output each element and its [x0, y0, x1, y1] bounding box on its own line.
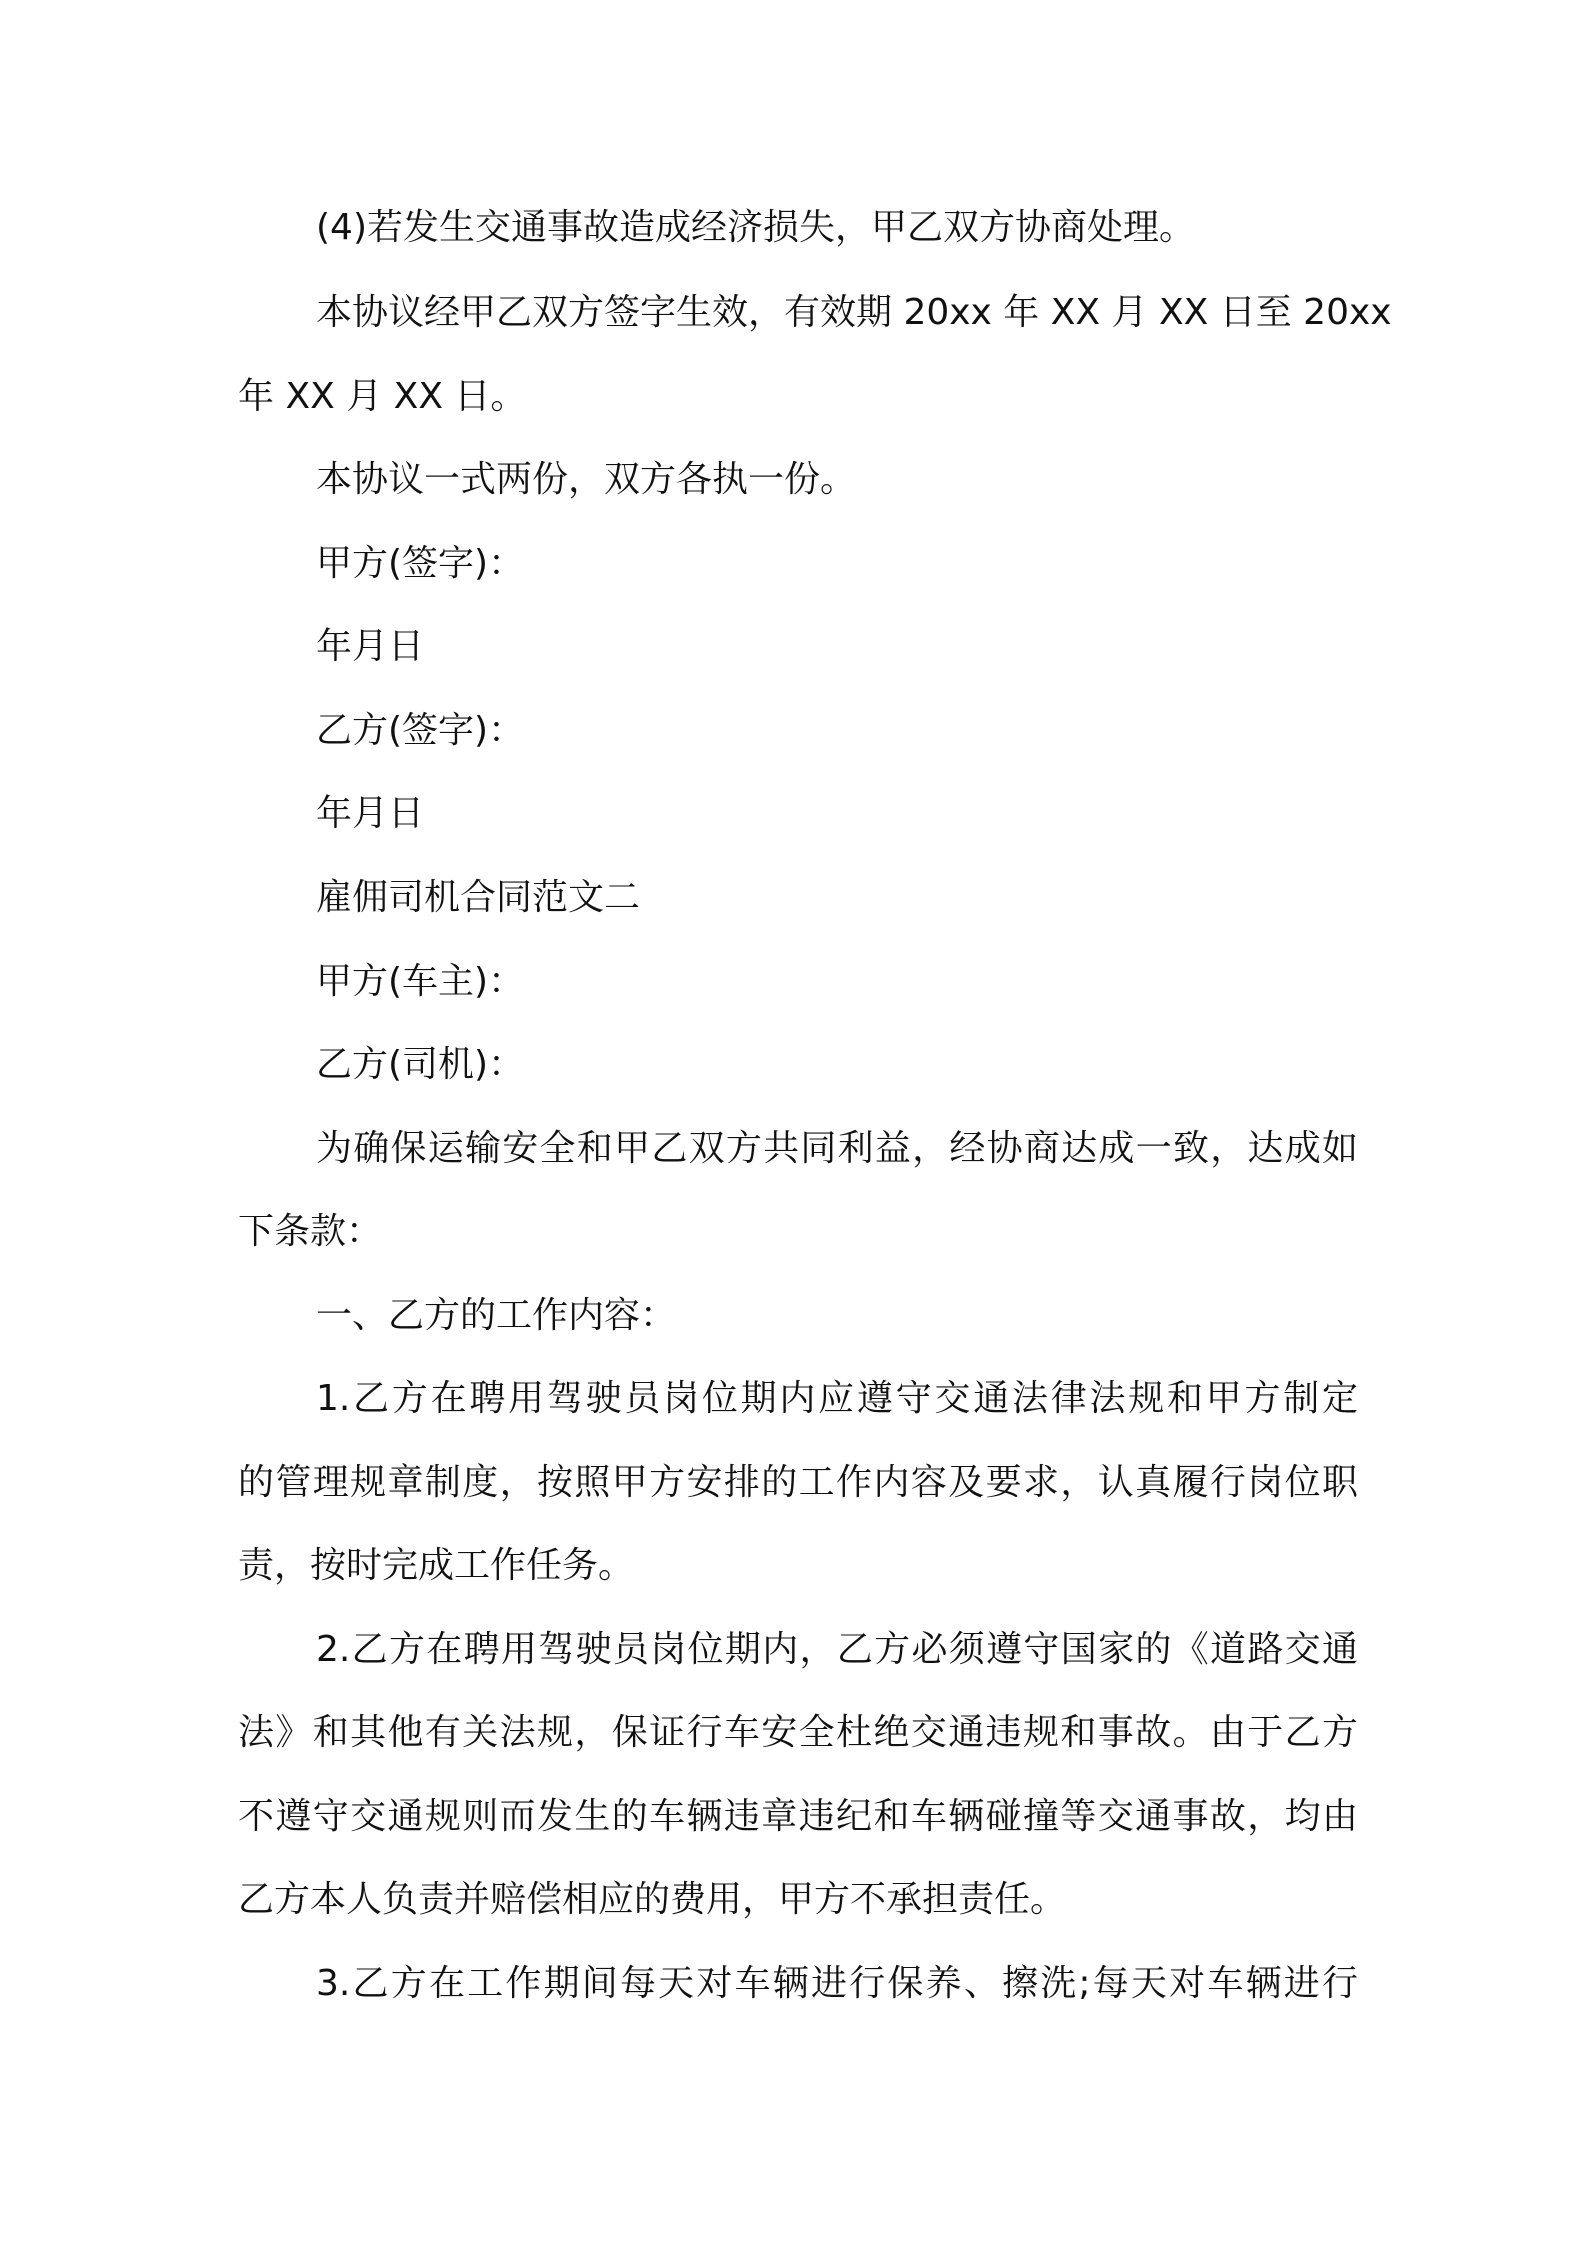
section-heading: 雇佣司机合同范文二 — [316, 877, 641, 918]
text-line: 乙方(签字)： — [316, 710, 525, 751]
text-line: 甲方(签字)： — [316, 543, 525, 584]
text-line: 年 XX 月 XX 日。 — [238, 376, 527, 417]
text-line: 甲方(车主)： — [316, 961, 525, 1002]
text-line: 1.乙方在聘用驾驶员岗位期内应遵守交通法律法规和甲方制定 — [316, 1378, 1358, 1419]
text-line: 年月日 — [316, 626, 425, 667]
text-line: 年月日 — [316, 793, 425, 834]
text-line: 不遵守交通规则而发生的车辆违章违纪和车辆碰撞等交通事故，均由 — [238, 1796, 1358, 1837]
text-line: 责，按时完成工作任务。 — [238, 1545, 635, 1586]
text-line: (4)若发生交通事故造成经济损失，甲乙双方协商处理。 — [316, 207, 1195, 248]
text-line: 为确保运输安全和甲乙双方共同利益，经协商达成一致，达成如 — [316, 1128, 1358, 1169]
text-line: 法》和其他有关法规，保证行车安全杜绝交通违规和事故。由于乙方 — [238, 1712, 1358, 1753]
text-line: 的管理规章制度，按照甲方安排的工作内容及要求，认真履行岗位职 — [238, 1462, 1358, 1503]
text-line: 乙方本人负责并赔偿相应的费用，甲方不承担责任。 — [238, 1879, 1067, 1920]
text-line: 本协议一式两份，双方各执一份。 — [316, 459, 857, 500]
text-line: 2.乙方在聘用驾驶员岗位期内，乙方必须遵守国家的《道路交通 — [316, 1629, 1358, 1670]
text-line: 乙方(司机)： — [316, 1044, 525, 1085]
text-line: 本协议经甲乙双方签字生效，有效期 20xx 年 XX 月 XX 日至 20xx — [316, 292, 1392, 333]
text-line: 下条款： — [238, 1211, 383, 1252]
text-line: 一、乙方的工作内容： — [316, 1295, 677, 1336]
text-line: 3.乙方在工作期间每天对车辆进行保养、擦洗;每天对车辆进行 — [316, 1963, 1358, 2004]
